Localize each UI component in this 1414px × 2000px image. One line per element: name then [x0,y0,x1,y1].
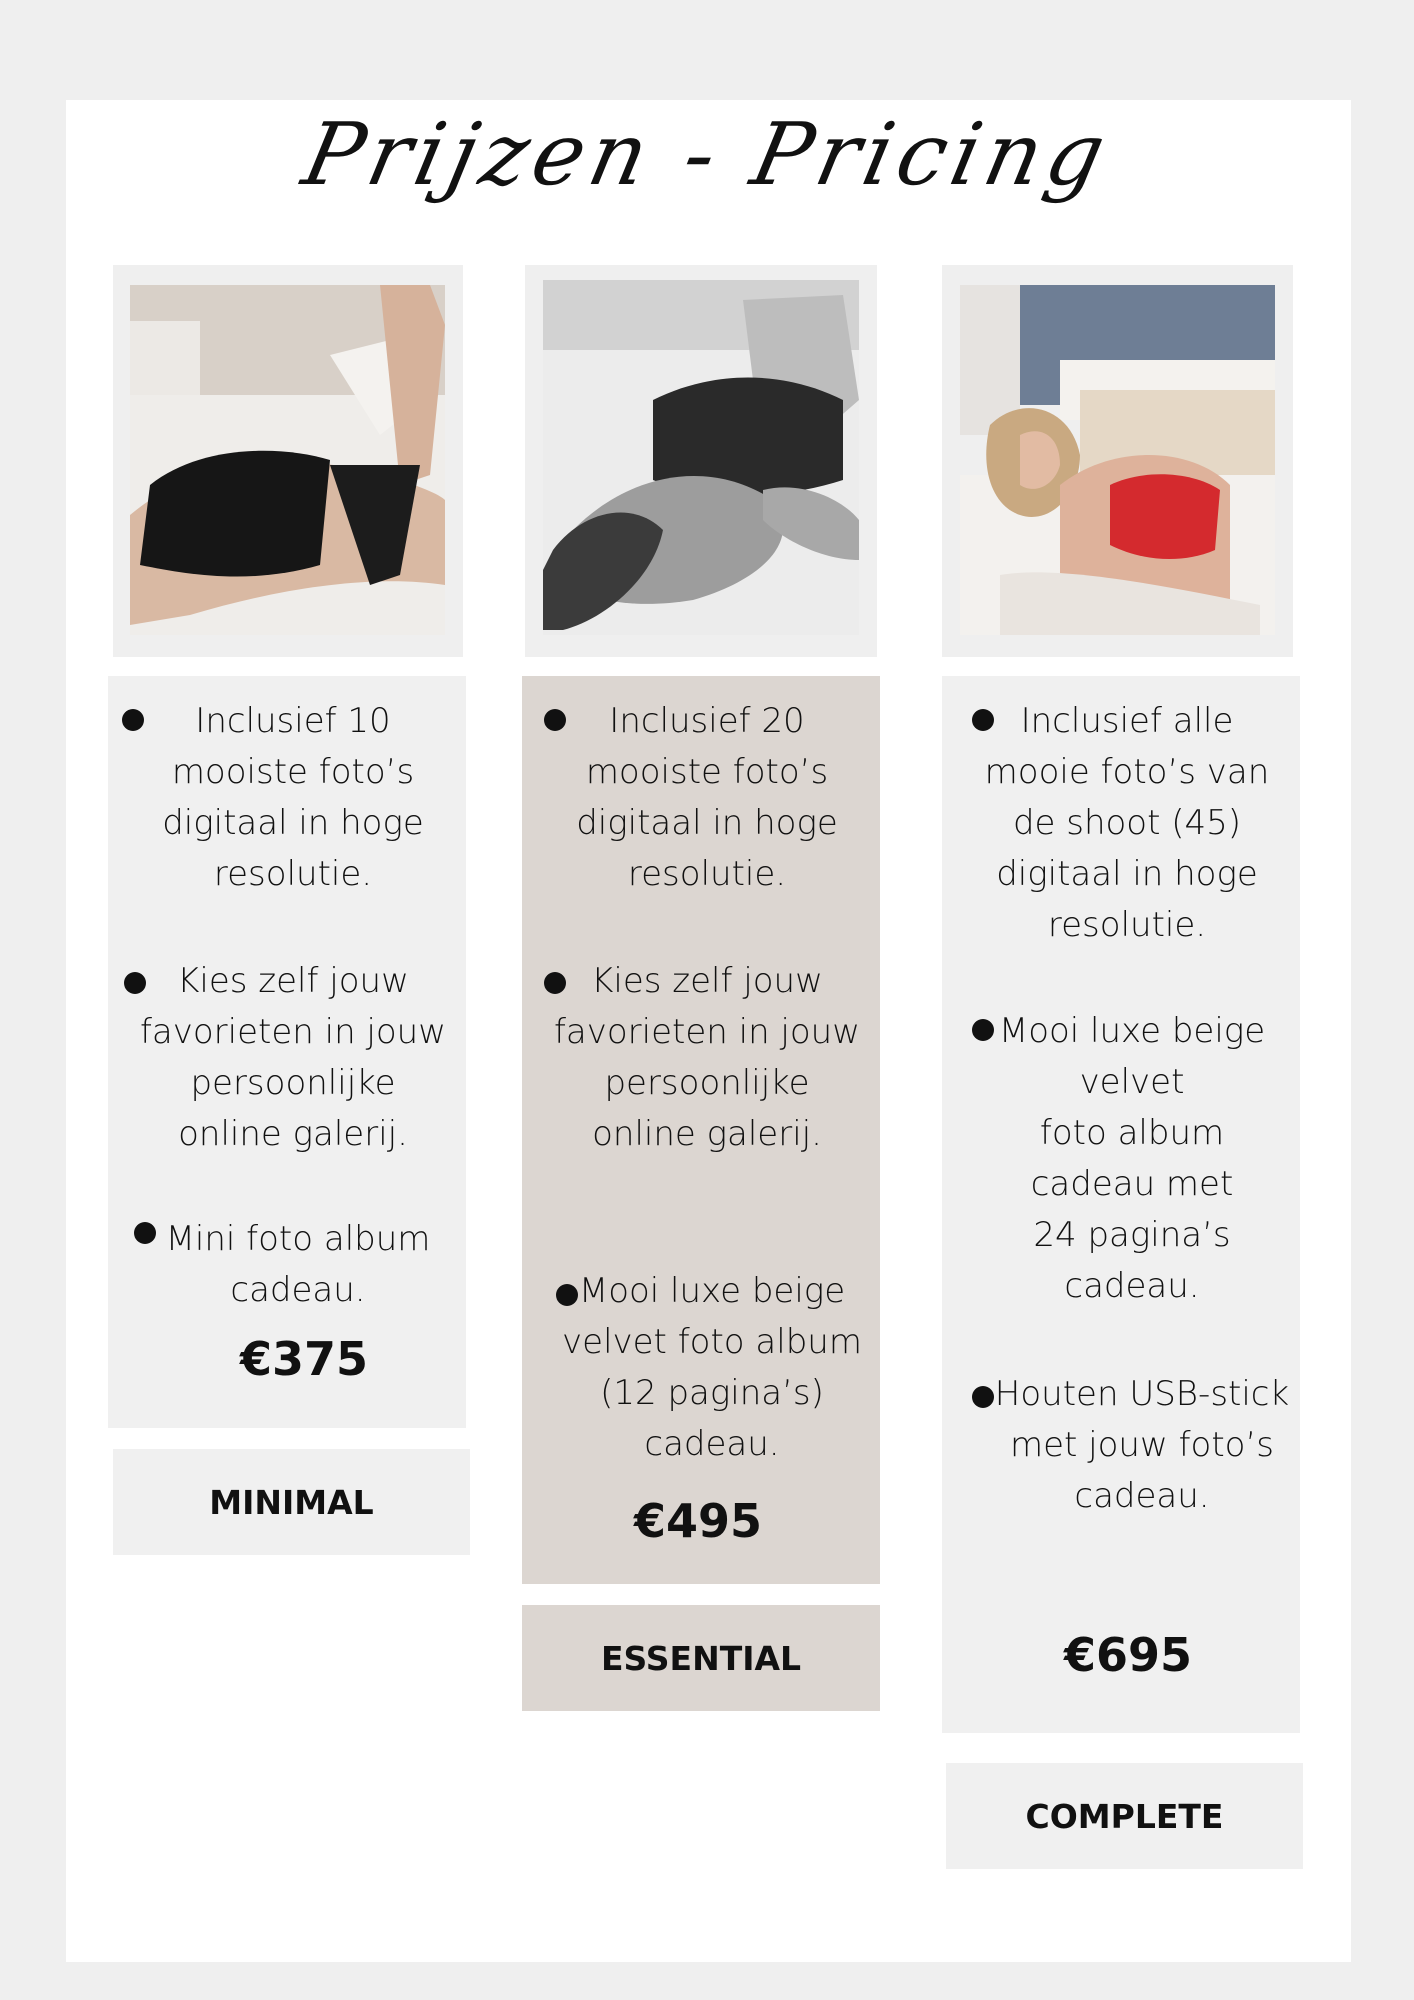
feature-item: Kies zelf jouw favorieten in jouw persoonlijke online galerij. [139,961,447,1154]
package-card-complete [942,676,1300,1733]
photo-frame-minimal [113,265,463,657]
page-title: Prijzen - Pricing [294,105,1120,205]
price: €495 [634,1494,763,1548]
feature-item: Mooi luxe beige velvet foto album (12 pagina’s) cadeau. [562,1271,862,1464]
feature-item: Inclusief 20 mooiste foto’s digitaal in hoge resolutie. [576,701,838,894]
photo-black-and-white-lying-on-bed [543,280,859,635]
feature-item: Mooi luxe beige velvet foto album cadeau met 24 pagina’s cadeau. [998,1011,1266,1306]
bullet-icon [972,1386,994,1408]
photo-frame-complete [942,265,1293,657]
photo-black-lingerie-on-bed [130,285,445,635]
feature-item: Mini foto album cadeau. [165,1219,431,1310]
package-name-complete[interactable]: COMPLETE [946,1763,1303,1869]
feature-item: Inclusief 10 mooiste foto’s digitaal in hoge resolutie. [162,701,424,894]
package-name-minimal[interactable]: MINIMAL [113,1449,470,1555]
package-name-essential[interactable]: ESSENTIAL [522,1605,880,1711]
photo-frame-essential [525,265,877,657]
photo-red-lingerie-on-bed [960,285,1275,635]
package-card-essential [522,676,880,1584]
package-card-minimal [108,676,466,1428]
feature-item: Inclusief alle mooie foto’s van de shoot (45) digitaal in hoge resolutie. [984,701,1270,945]
feature-item: Houten USB-stick met jouw foto’s cadeau. [994,1374,1290,1516]
feature-item: Kies zelf jouw favorieten in jouw persoonlijke online galerij. [553,961,861,1154]
price: €695 [1064,1628,1193,1682]
price: €375 [240,1332,369,1386]
